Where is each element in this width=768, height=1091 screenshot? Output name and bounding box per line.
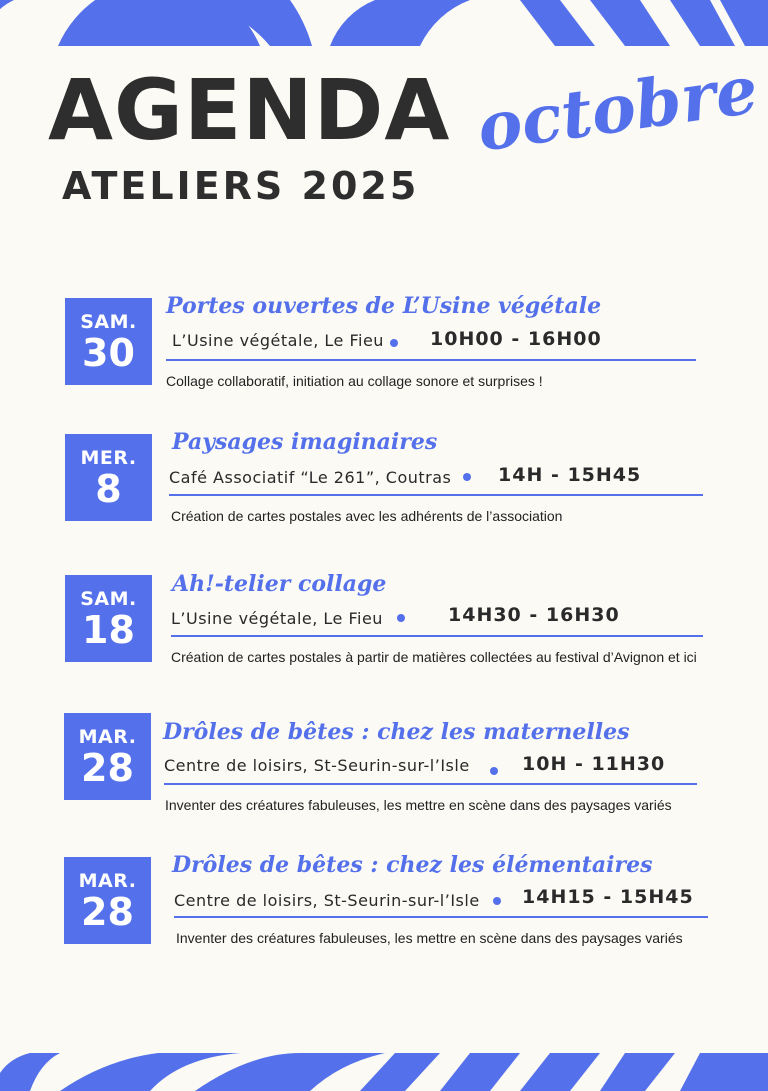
event-time: 10H00 - 16H00 — [430, 328, 602, 350]
date-box — [64, 857, 151, 944]
event-place: L’Usine végétale, Le Fieu — [171, 609, 383, 628]
event-day: SAM. — [80, 311, 137, 333]
event-title: Paysages imaginaires — [172, 429, 438, 455]
event-date: 28 — [81, 890, 134, 934]
event-description: Inventer des créatures fabuleuses, les mettre en scène dans des paysages variés — [176, 930, 683, 946]
event-item — [0, 573, 768, 683]
month-label: octobre — [472, 50, 763, 167]
event-title: Drôles de bêtes : chez les élémentaires — [172, 852, 653, 878]
date-box — [65, 575, 152, 662]
divider-line — [164, 783, 697, 785]
event-day: MER. — [80, 447, 137, 469]
event-item — [0, 712, 768, 822]
divider-line — [171, 635, 703, 637]
divider-line — [166, 359, 696, 361]
divider-line — [169, 494, 703, 496]
event-title: Portes ouvertes de L’Usine végétale — [166, 293, 602, 319]
event-description: Collage collaboratif, initiation au collage sonore et surprises ! — [166, 373, 543, 389]
date-box — [65, 434, 152, 521]
bullet-dot — [463, 473, 471, 481]
bullet-dot — [390, 339, 398, 347]
event-date: 18 — [82, 608, 135, 652]
event-description: Création de cartes postales à partir de matières collectées au festival d’Avignon et ici — [171, 649, 697, 665]
event-time: 14H30 - 16H30 — [448, 604, 620, 626]
event-time: 14H - 15H45 — [498, 464, 642, 486]
event-title: Ah!-telier collage — [172, 571, 387, 597]
event-time: 14H15 - 15H45 — [522, 886, 694, 908]
event-date: 28 — [81, 746, 134, 790]
event-day: MAR. — [78, 870, 137, 892]
event-date: 30 — [82, 331, 135, 375]
event-item — [0, 293, 768, 406]
event-place: L’Usine végétale, Le Fieu — [172, 331, 384, 350]
event-day: SAM. — [80, 588, 137, 610]
event-day: MAR. — [78, 726, 137, 748]
top-decorative-band — [0, 0, 768, 46]
event-place: Centre de loisirs, St-Seurin-sur-l’Isle — [164, 756, 470, 775]
bullet-dot — [490, 767, 498, 775]
event-description: Création de cartes postales avec les adhérents de l’association — [171, 508, 563, 524]
date-box — [65, 298, 152, 385]
date-box — [64, 713, 151, 800]
event-item — [0, 429, 768, 542]
bullet-dot — [397, 614, 405, 622]
page-subtitle: ATELIERS 2025 — [62, 164, 420, 208]
event-time: 10H - 11H30 — [522, 753, 666, 775]
divider-line — [174, 916, 708, 918]
bottom-decorative-band — [0, 1053, 768, 1091]
event-place: Café Associatif “Le 261”, Coutras — [169, 468, 452, 487]
bullet-dot — [493, 897, 501, 905]
event-date: 8 — [95, 467, 122, 511]
event-title: Drôles de bêtes : chez les maternelles — [163, 719, 630, 745]
page-title: AGENDA — [48, 61, 451, 159]
event-description: Inventer des créatures fabuleuses, les mettre en scène dans des paysages variés — [165, 797, 672, 813]
event-place: Centre de loisirs, St-Seurin-sur-l’Isle — [174, 891, 480, 910]
event-item — [0, 852, 768, 965]
